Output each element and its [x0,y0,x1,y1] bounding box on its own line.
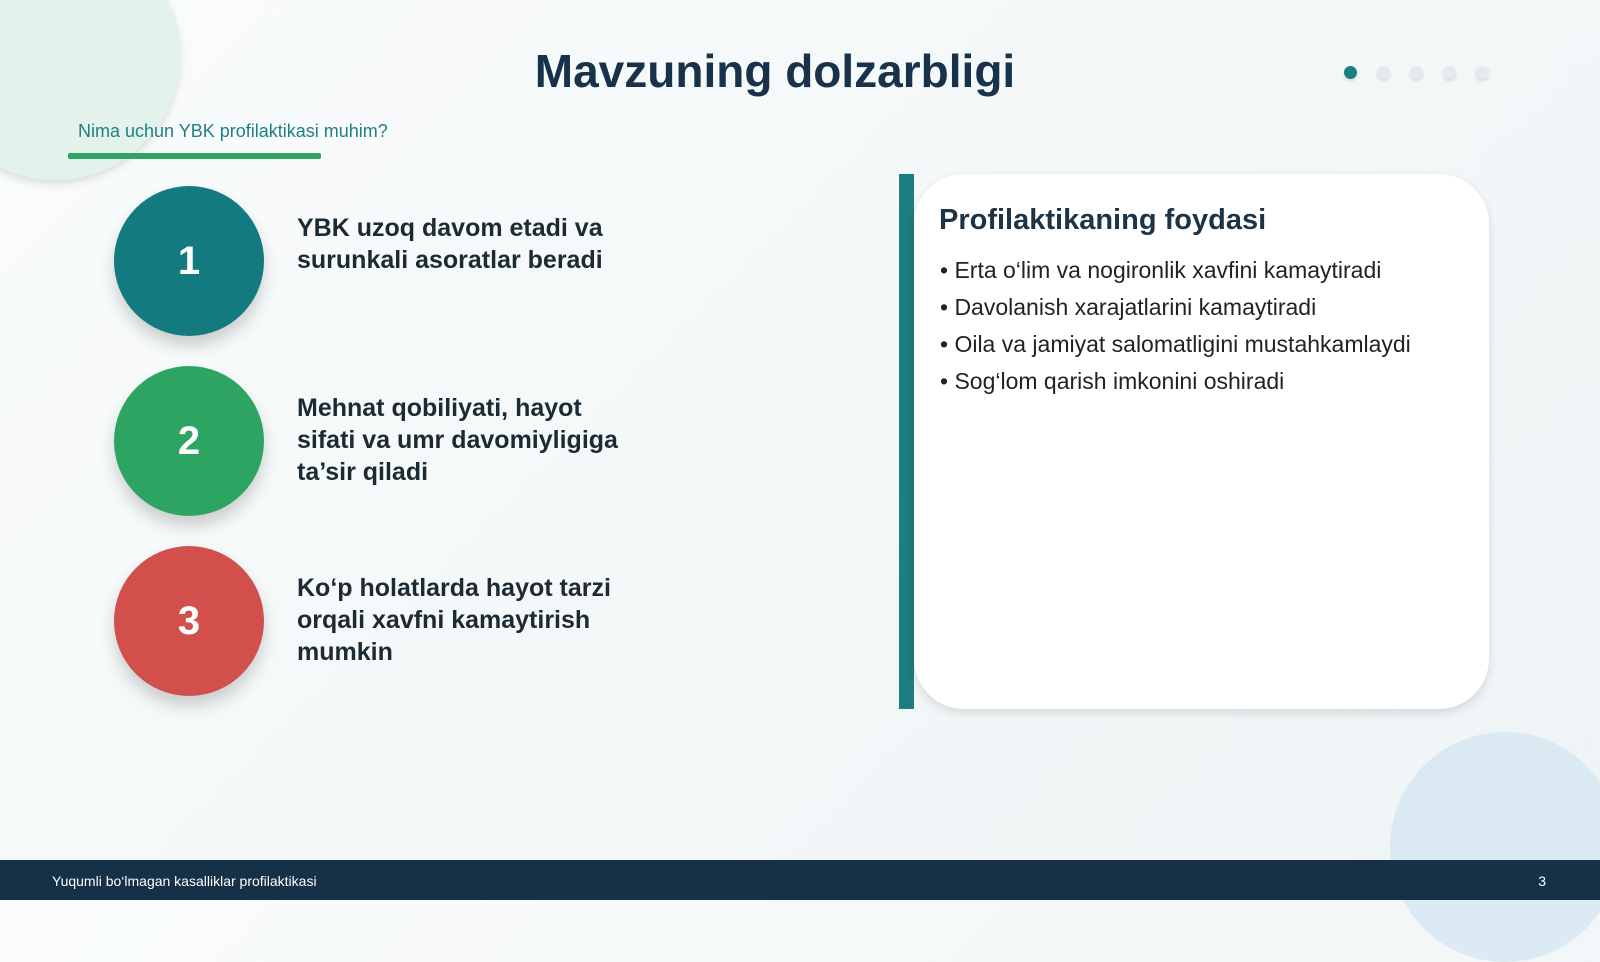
pagination-dot[interactable] [1377,66,1390,79]
slide-pagination [1344,66,1489,79]
benefit-item: • Davolanish xarajatlarini kamaytiradi [940,294,1317,320]
benefit-item: • Erta o‘lim va nogironlik xavfini kamaytiradi [940,257,1382,283]
decorative-circle [1390,732,1600,962]
pagination-dot[interactable] [1344,66,1357,79]
page-number: 3 [1538,873,1546,889]
panel-title: Profilaktikaning foydasi [939,204,1267,236]
point-text: Ko‘p holatlarda hayot tarzi orqali xavfni kamaytirish mumkin [297,574,611,666]
number-badge: 1 [114,186,264,336]
panel-accent-bar [899,174,914,709]
slide-subtitle: Nima uchun YBK profilaktikasi muhim? [78,121,388,141]
benefit-item: • Sog‘lom qarish imkonini oshiradi [940,368,1285,394]
pagination-dot[interactable] [1443,66,1456,79]
footer-bar [0,860,1600,900]
point-text: Mehnat qobiliyati, hayot sifati va umr davomiyligiga ta’sir qiladi [297,394,618,486]
footer-title: Yuqumli bo‘lmagan kasalliklar profilaktikasi [52,873,317,889]
number-badge: 3 [114,546,264,696]
pagination-dot[interactable] [1476,66,1489,79]
point-text: YBK uzoq davom etadi va surunkali asoratlar beradi [297,214,603,274]
benefits-panel [914,174,1489,709]
number-badge: 2 [114,366,264,516]
slide-title: Mavzuning dolzarbligi [534,45,1016,97]
benefit-item: • Oila va jamiyat salomatligini mustahkamlaydi [940,331,1411,357]
pagination-dot[interactable] [1410,66,1423,79]
subtitle-underline [68,153,321,159]
benefits-list [940,255,1450,403]
